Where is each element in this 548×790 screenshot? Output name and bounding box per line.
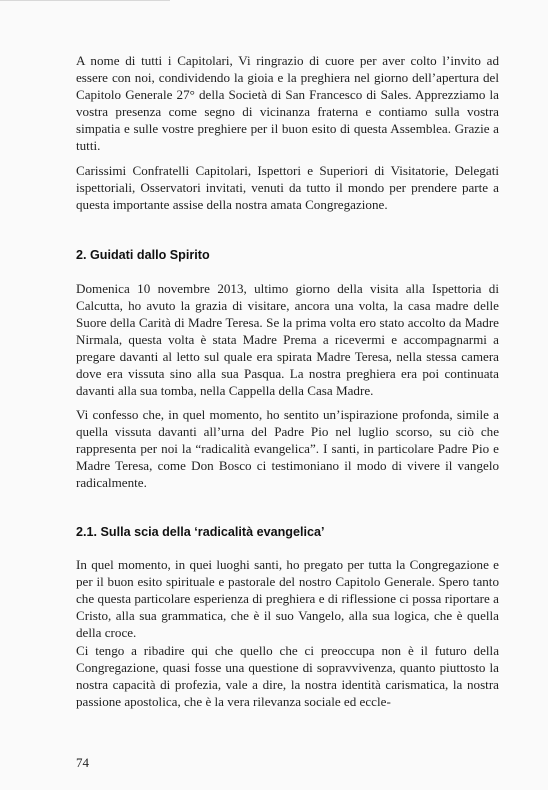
opening-paragraph: A nome di tutti i Capitolari, Vi ringrazio di cuore per aver colto l’invito ad essere con noi, condividendo la gioia e la preghiera nel giorno dell’apertura del Capitolo Generale 27° della Società di San Francesco di Sales. Apprezziamo la vostra presenza come segno di vicinanza fraterna e contiamo sulla vostra simpatia e sulle vostre preghiere per il buon esito di questa Assemblea. Grazie a tutti. xyxy=(76,53,499,153)
section-2-paragraph-1: Domenica 10 novembre 2013, ultimo giorno della visita alla Ispettoria di Calcutta, ho avuto la grazia di visitare, ancora una volta, la casa madre delle Suore della Carità di Madre Teresa. Se la prima volta ero stato accolto da Madre Nirmala, questa volta è stata Madre Prema a ricevermi e accompagnarmi a pregare davanti al letto sul quale era spirata Madre Teresa, nella stessa camera dove era vissuta sino alla sua Pasqua. La nostra preghiera era poi continuata davanti alla sua tomba, nella Cappella della Casa Madre. xyxy=(76,281,499,398)
subsection-paragraph-2: Ci tengo a ribadire qui che quello che ci preoccupa non è il futuro della Congregazione, quasi fosse una questione di sopravvivenza, quanto piuttosto la nostra capacità di profezia, vale a dire, la nostra identità carismatica, la nostra passione apostolica, che è la vera rilevanza sociale ed eccle- xyxy=(76,643,499,709)
section-2-paragraph-2: Vi confesso che, in quel momento, ho sentito un’ispirazione profonda, simile a quella vissuta davanti all’urna del Padre Pio nel luglio scorso, su ciò che rappresenta per noi la “radicalità evangelica”. I santi, in particolare Padre Pio e Madre Teresa, come Don Bosco ci testimoniano il modo di vivere il vangelo radicalmente. xyxy=(76,407,499,490)
section-heading-2: 2. Guidati dallo Spirito xyxy=(76,248,210,262)
page-edge-mark xyxy=(0,0,170,11)
subsection-paragraph-1: In quel momento, in quei luoghi santi, ho pregato per tutta la Congregazione e per il buon esito spirituale e pastorale del nostro Capitolo Generale. Spero tanto che questa particolare esperienza di preghiera e di riflessione ci possa riportare a Cristo, alla sua grammatica, che è il suo Vangelo, alla sua logica, che è quella della croce. xyxy=(76,557,499,640)
page-number: 74 xyxy=(76,755,89,770)
subsection-heading-2-1: 2.1. Sulla scia della ‘radicalità evangelica’ xyxy=(76,525,325,539)
greeting-paragraph: Carissimi Confratelli Capitolari, Ispettori e Superiori di Visitatorie, Delegati ispettoriali, Osservatori invitati, venuti da tutto il mondo per prendere parte a questa importante assise della nostra amata Congregazione. xyxy=(76,163,499,212)
